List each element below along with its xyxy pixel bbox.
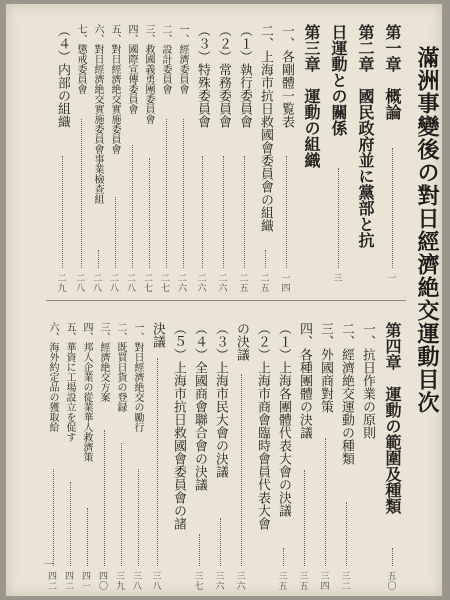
toc-page-number: 二七 (160, 274, 170, 294)
dot-leader (81, 119, 82, 268)
dot-leader (149, 158, 150, 268)
toc-page-number: 三八 (152, 572, 162, 592)
toc-entry: 五、對日經濟絶交實施委員會 (109, 24, 120, 154)
book-title: 滿洲事變後の對日經濟絶交運動目次 (414, 46, 440, 414)
dot-leader (392, 148, 393, 268)
dot-leader (138, 469, 139, 566)
toc-page-number: 三四 (320, 572, 330, 592)
toc-page-number: 四一 (81, 572, 91, 592)
dot-leader (53, 469, 54, 566)
dot-leader (304, 470, 305, 566)
toc-entry: 第一章 概論 (383, 24, 402, 120)
toc-entry: 四、邦人企業の從業華人救濟策 (81, 322, 92, 462)
toc-entry: （１）執行委員會 (237, 24, 252, 128)
toc-entry: 一、抗日作業の原則 (360, 322, 375, 439)
toc-entry: （５）上海市抗日救國會委員會の諸 (171, 322, 186, 530)
toc-entry: 二、經濟絶交運動の種類 (339, 322, 354, 465)
toc-page-number: 三六 (215, 572, 225, 592)
dot-leader (244, 156, 245, 268)
toc-page-number: 二八 (75, 274, 85, 294)
dot-leader (183, 119, 184, 268)
toc-page-number: 二六 (177, 274, 187, 294)
toc-page-number: 三九 (115, 572, 125, 592)
dot-leader (104, 430, 105, 566)
toc-page-number: 二六 (218, 274, 228, 294)
dot-leader (325, 438, 326, 566)
toc-entry: 三、外國商對策 (318, 322, 333, 413)
toc-page-number: 二五 (260, 274, 270, 294)
toc-entry: 三、救國義勇團委員會 (143, 24, 154, 124)
dot-leader (70, 482, 71, 566)
toc-entry: 決議 (150, 322, 165, 348)
toc-entry: 四、各種團體の決議 (297, 322, 312, 439)
toc-entry: 二、設計委員會 (160, 24, 171, 94)
toc-entry: 七、懲戒委員會 (75, 24, 86, 94)
dot-leader (98, 250, 99, 268)
dot-leader (157, 358, 158, 566)
toc-entry: （１）上海各團體代表大會の決議 (276, 322, 291, 517)
toc-entry: 二、上海市抗日救國會委員會の組織 (258, 24, 273, 232)
toc-page-number: 一四 (281, 274, 291, 294)
toc-entry: 六、對日經濟絶交實施委員會事業檢查組 (92, 24, 103, 204)
dot-leader (346, 502, 347, 566)
toc-page-number: 三六 (236, 572, 246, 592)
dot-leader (283, 548, 284, 566)
dot-leader (265, 250, 266, 268)
dot-leader (62, 156, 63, 268)
dot-leader (166, 119, 167, 268)
toc-page-number: 三 (333, 274, 343, 284)
toc-entry: （３）上海市民大會の決議 (213, 322, 228, 478)
book-page (6, 4, 442, 596)
toc-page-number: 三五 (299, 572, 309, 592)
page-number: 一 (44, 560, 54, 571)
toc-entry: 二、既買日貨の登録 (115, 322, 126, 412)
toc-entry: （２）常務委員會 (216, 24, 231, 128)
toc-entry: 一、經濟委員會 (177, 24, 188, 94)
toc-page-number: 三八 (132, 572, 142, 592)
toc-page-number: 二九 (57, 274, 67, 294)
toc-entry: 六、海外約定品の獲取給 (47, 322, 58, 432)
dot-leader (338, 168, 339, 268)
toc-page-number: 三七 (194, 572, 204, 592)
toc-page-number: 二五 (239, 274, 249, 294)
toc-page-number: 三五 (278, 572, 288, 592)
toc-entry: の決議 (234, 322, 249, 361)
toc-entry: 日運動との關係 (329, 24, 348, 136)
dot-leader (220, 518, 221, 566)
toc-entry: 第二章 國民政府並に黨部と抗 (356, 24, 375, 248)
dot-leader (199, 534, 200, 566)
toc-entry: （４）全國商會聯合會の決議 (192, 322, 207, 491)
toc-page-number: 二七 (143, 274, 153, 294)
toc-page-number: 二八 (126, 274, 136, 294)
toc-entry: 三、經濟絶交方案 (98, 322, 109, 402)
toc-entry: 第四章 運動の範圍及種類 (383, 322, 402, 514)
dot-leader (202, 156, 203, 268)
toc-entry: （２）上海市商會臨時會員代表大會 (255, 322, 270, 530)
toc-entry: 一、各剛體一覧表 (279, 24, 294, 128)
toc-page-number: 二六 (197, 274, 207, 294)
toc-page-number: 四二 (47, 572, 57, 592)
toc-page-number: 三二 (341, 572, 351, 592)
dot-leader (115, 197, 116, 268)
dot-leader (392, 548, 393, 566)
toc-entry: 四、國際宣傳委員會 (126, 24, 137, 114)
toc-page-number: 二八 (92, 274, 102, 294)
dot-leader (223, 156, 224, 268)
toc-entry: 五、華資に工場設立を促す (64, 322, 75, 442)
dot-leader (132, 145, 133, 268)
toc-page-number: 五〇 (387, 572, 397, 592)
toc-entry: 一、對日經濟絶交の勵行 (132, 322, 143, 432)
dot-leader (241, 374, 242, 566)
dot-leader (87, 508, 88, 566)
toc-entry: （３）特殊委員會 (195, 24, 210, 128)
dot-leader (121, 443, 122, 566)
toc-page-number: 二八 (109, 274, 119, 294)
section-divider (46, 300, 406, 301)
toc-entry: 第三章 運動の組織 (302, 24, 321, 168)
toc-page-number: 四二 (64, 572, 74, 592)
toc-entry: （４）内部の組織 (55, 24, 70, 128)
toc-page-number: 四〇 (98, 572, 108, 592)
toc-page-number: 一 (387, 274, 397, 284)
dot-leader (286, 156, 287, 268)
